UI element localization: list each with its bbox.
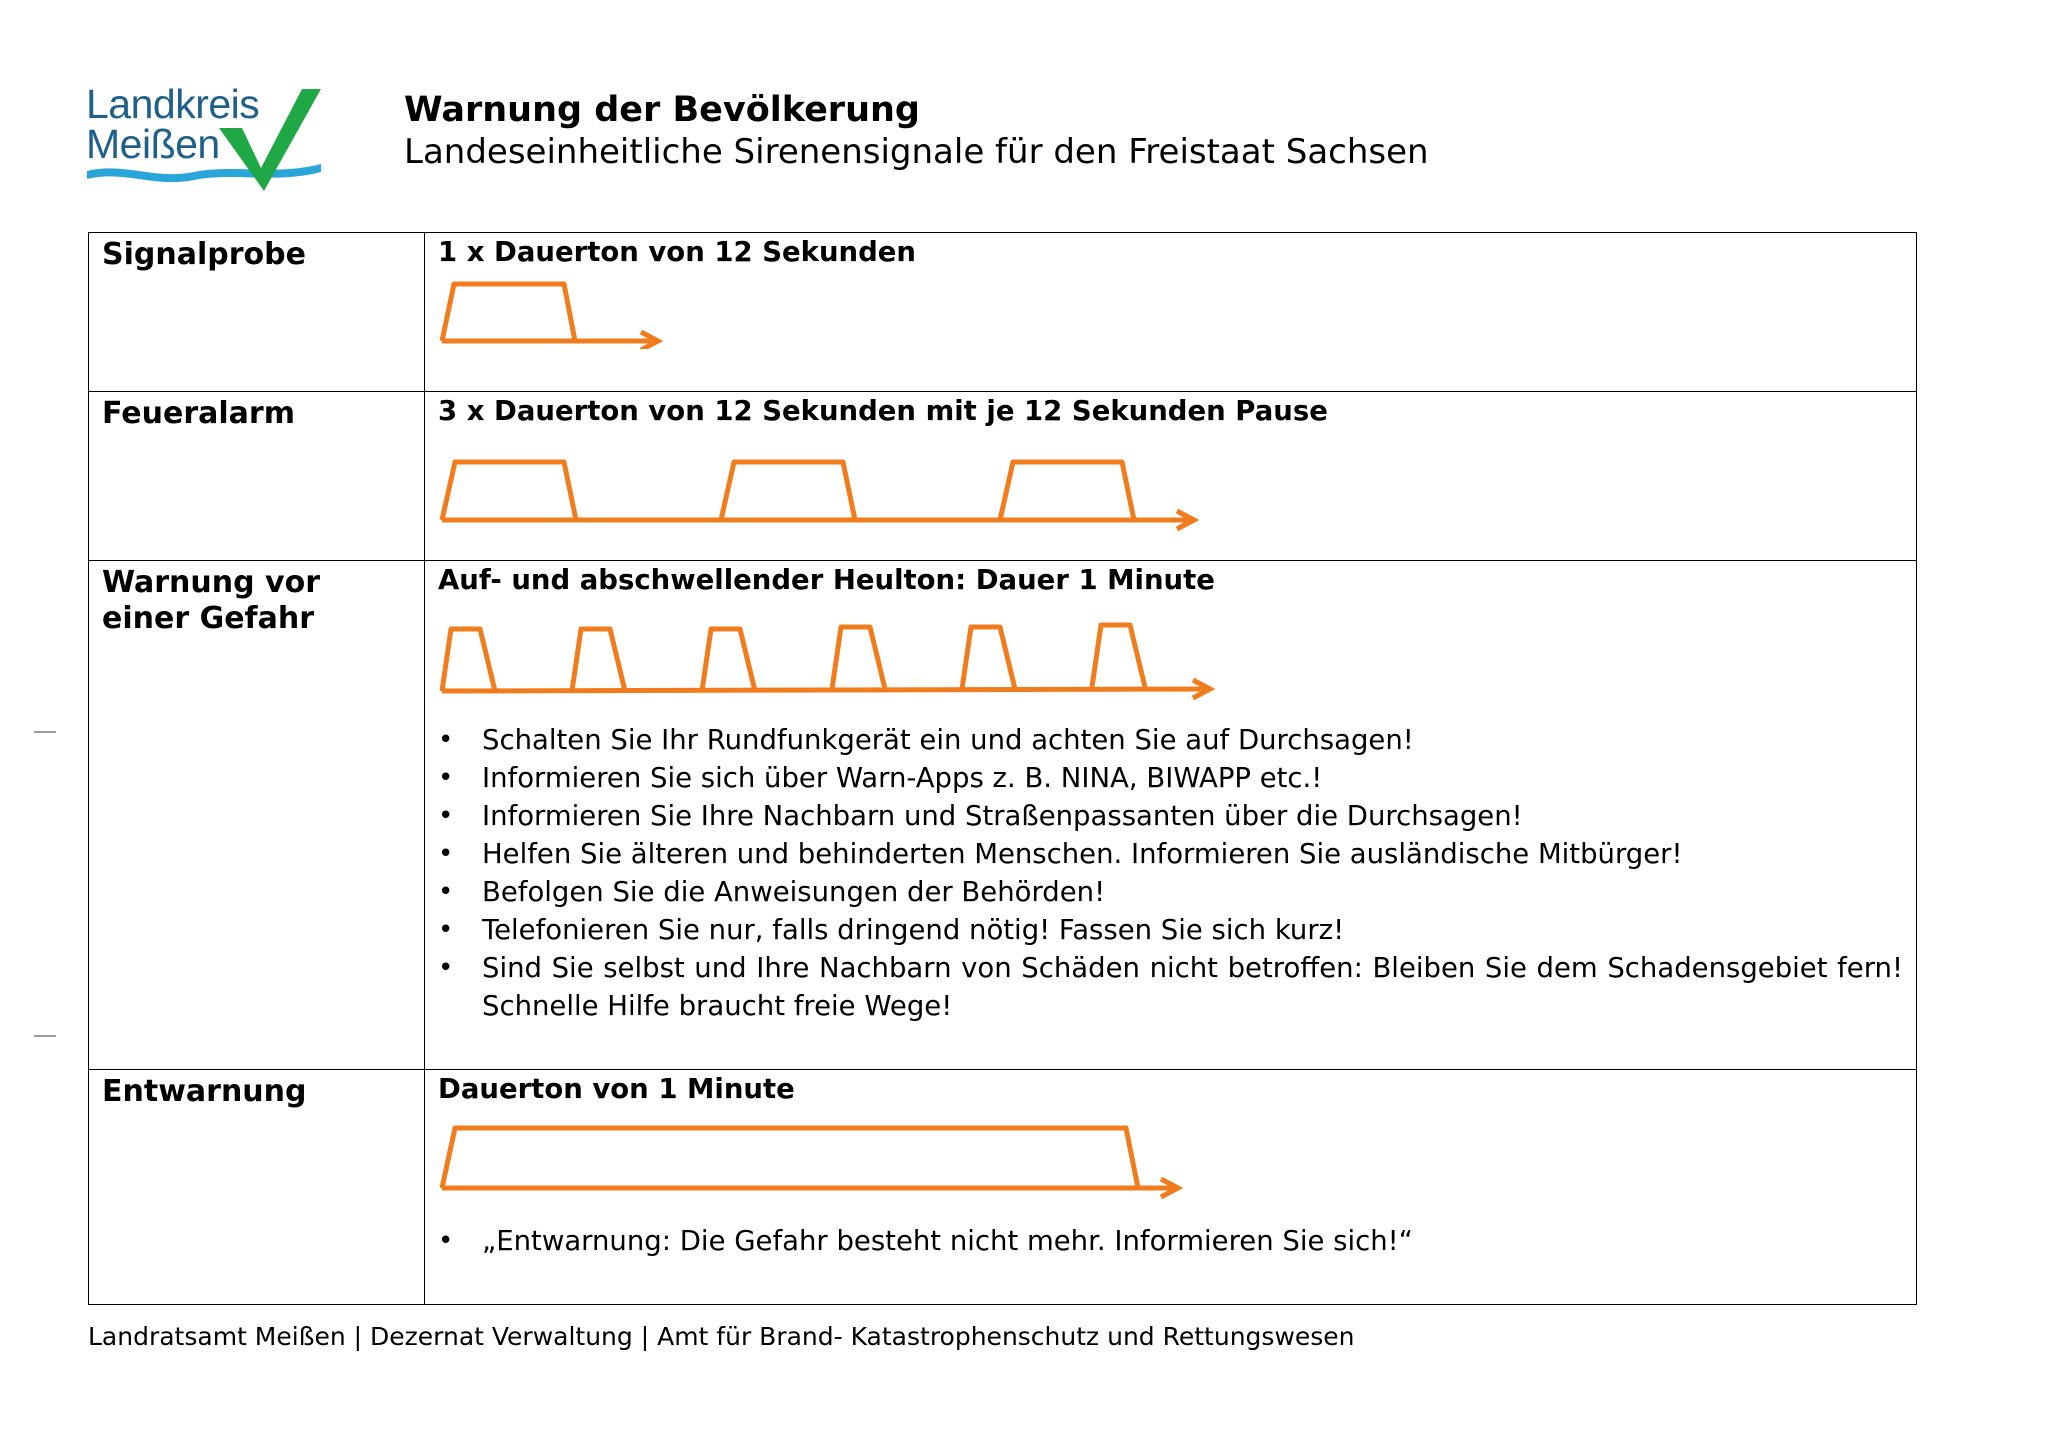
row-content-cell: [425, 1070, 1917, 1305]
page-title: Warnung der Bevölkerung: [404, 90, 920, 130]
all-clear-diagram: [438, 1106, 1238, 1206]
signal-heading: 3 x Dauerton von 12 Sekunden mit je 12 Sekunden Pause: [438, 395, 1328, 427]
signal-probe-diagram: [438, 269, 1038, 349]
row-label: Feueralarm: [102, 396, 295, 431]
instruction-list: [438, 1222, 1903, 1260]
tone-pulse: [442, 1128, 1138, 1188]
tone-pulse: [832, 627, 885, 689]
instruction-list: [438, 721, 1903, 1025]
signal-heading: 1 x Dauerton von 12 Sekunden: [438, 236, 917, 268]
margin-mark: [34, 731, 56, 733]
list-item: • Befolgen Sie die Anweisungen der Behörden!: [438, 873, 1903, 911]
list-item: • Telefonieren Sie nur, falls dringend nötig! Fassen Sie sich kurz!: [438, 911, 1903, 949]
page-footer: Landratsamt Meißen | Dezernat Verwaltung | Amt für Brand- Katastrophenschutz und Rettungswesen: [88, 1322, 1355, 1351]
row-content-cell: [425, 392, 1917, 561]
row-label: Signalprobe: [102, 237, 306, 272]
list-item: • Helfen Sie älteren und behinderten Menschen. Informieren Sie ausländische Mitbürger!: [438, 835, 1903, 873]
tone-pulse: [702, 629, 755, 691]
list-item: • Informieren Sie Ihre Nachbarn und Straßenpassanten über die Durchsagen!: [438, 797, 1903, 835]
table-row: [89, 392, 1917, 561]
time-axis: [442, 689, 1208, 691]
tone-pulse: [1092, 625, 1145, 687]
row-label: Warnung vor einer Gefahr: [102, 565, 321, 636]
landkreis-meissen-logo: [84, 81, 324, 196]
list-item: • „Entwarnung: Die Gefahr besteht nicht mehr. Informieren Sie sich!“: [438, 1222, 1903, 1260]
row-label: Entwarnung: [102, 1074, 307, 1109]
table-row: [89, 233, 1917, 392]
logo-line-2: Meißen: [86, 121, 220, 167]
warning-wail-diagram: [438, 607, 1238, 707]
tone-pulse: [442, 284, 575, 341]
signal-heading: Dauerton von 1 Minute: [438, 1073, 795, 1105]
tone-pulse: [962, 627, 1015, 689]
table-row: [89, 561, 1917, 1070]
table-row: [89, 1070, 1917, 1305]
list-item: • Sind Sie selbst und Ihre Nachbarn von Schäden nicht betroffen: Bleiben Sie dem Schadensgebiet fern! Schnelle Hilfe braucht freie Wege!: [438, 949, 1903, 1025]
row-label-cell: [89, 392, 425, 561]
tone-pulse: [1000, 462, 1134, 520]
tone-pulse: [572, 629, 625, 691]
tone-pulse: [442, 629, 495, 691]
row-label-cell: [89, 561, 425, 1070]
logo-line-1: Landkreis: [86, 81, 260, 127]
signal-heading: Auf- und abschwellender Heulton: Dauer 1 Minute: [438, 564, 1215, 596]
row-content-cell: [425, 233, 1917, 392]
tone-pulse: [721, 462, 855, 520]
fire-alarm-diagram: [438, 432, 1238, 532]
siren-signal-table: [88, 232, 1917, 1305]
tone-pulse: [442, 462, 576, 520]
list-item: • Informieren Sie sich über Warn-Apps z. B. NINA, BIWAPP etc.!: [438, 759, 1903, 797]
page-subtitle: Landeseinheitliche Sirenensignale für den Freistaat Sachsen: [404, 132, 1429, 172]
row-label-cell: [89, 1070, 425, 1305]
margin-mark: [34, 1035, 56, 1037]
list-item: • Schalten Sie Ihr Rundfunkgerät ein und achten Sie auf Durchsagen!: [438, 721, 1903, 759]
row-content-cell: [425, 561, 1917, 1070]
row-label-cell: [89, 233, 425, 392]
